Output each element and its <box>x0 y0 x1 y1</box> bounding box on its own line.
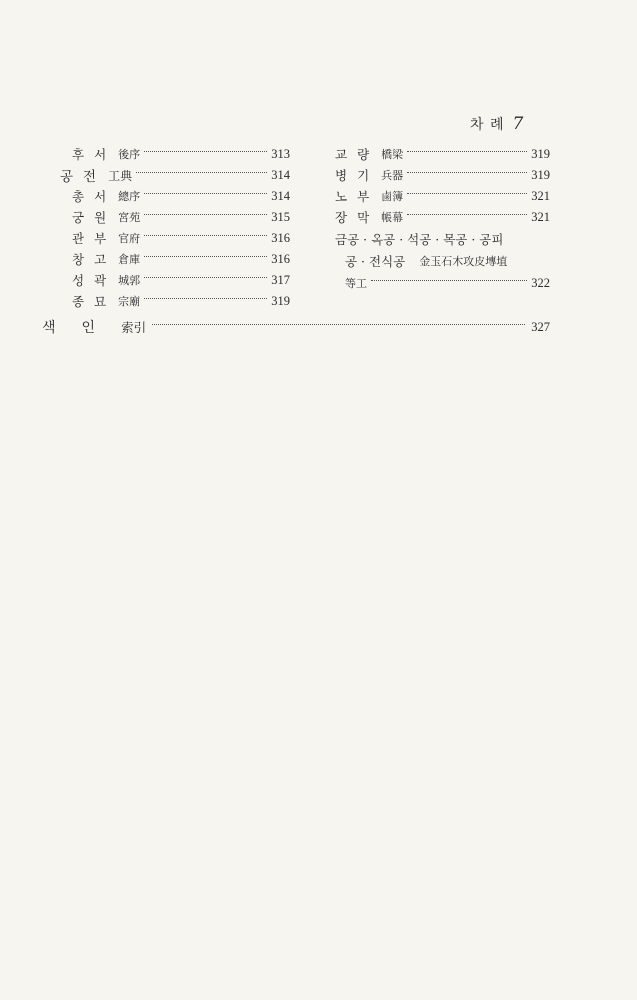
toc-entry-hanja: 橋梁 <box>381 148 404 161</box>
toc-entry-page: 315 <box>271 209 290 224</box>
toc-entry-hanja: 總序 <box>118 190 141 203</box>
toc-entry-korean: 공전 <box>60 169 107 185</box>
toc-entry-korean: 종묘 <box>72 294 117 309</box>
toc-entry-korean: 총서 <box>72 189 117 204</box>
header-page-number: 7 <box>512 114 525 134</box>
toc-entry-page: 314 <box>271 188 290 203</box>
toc-entry[interactable] <box>72 186 290 206</box>
toc-entry-page: 319 <box>271 293 290 308</box>
toc-entry-korean: 노부 <box>335 189 380 204</box>
dot-leader <box>152 324 525 325</box>
toc-entry[interactable] <box>72 144 290 164</box>
header-title: 차 례 <box>470 117 505 133</box>
toc-entry-hanja: 宮苑 <box>118 211 141 224</box>
toc-entry-page: 316 <box>271 251 290 266</box>
toc-entry-hanja: 工典 <box>108 168 133 183</box>
dot-leader <box>407 151 527 152</box>
dot-leader <box>144 298 267 299</box>
toc-entry-korean: 궁원 <box>72 210 117 225</box>
toc-entry[interactable] <box>72 249 290 269</box>
toc-entry-hanja: 城郭 <box>118 274 141 287</box>
toc-entry[interactable] <box>335 186 550 206</box>
toc-entry-korean: 병기 <box>335 168 380 183</box>
index-page: 327 <box>531 319 550 334</box>
toc-entry-korean: 장막 <box>335 210 380 225</box>
multiline-hanja-2: 金玉石木攻皮塼埴 <box>419 255 508 268</box>
toc-entry-page: 313 <box>271 146 290 161</box>
dot-leader <box>371 280 527 281</box>
toc-entry-korean: 창고 <box>72 252 117 267</box>
toc-entry-page: 319 <box>531 167 550 182</box>
multiline-second <box>335 250 550 272</box>
multiline-korean-1: 금공 · 옥공 · 석공 · 목공 · 공피 <box>335 232 504 247</box>
toc-entry[interactable] <box>72 291 290 311</box>
toc-entry-page: 314 <box>271 167 290 182</box>
dot-leader <box>136 172 267 173</box>
toc-entry-section[interactable] <box>60 165 290 185</box>
toc-entry[interactable] <box>335 165 550 185</box>
toc-entry-page: 317 <box>271 272 290 287</box>
dot-leader <box>144 235 267 236</box>
toc-entry-korean: 교량 <box>335 147 380 162</box>
toc-entry-hanja: 兵器 <box>381 169 404 182</box>
dot-leader <box>144 151 267 152</box>
dot-leader <box>407 214 527 215</box>
toc-entry-korean: 성곽 <box>72 273 117 288</box>
toc-entry[interactable] <box>72 270 290 290</box>
dot-leader <box>144 214 267 215</box>
multiline-first <box>335 228 550 250</box>
toc-entry[interactable] <box>72 207 290 227</box>
toc-entry-page: 319 <box>531 146 550 161</box>
toc-entry-hanja: 官府 <box>118 232 141 245</box>
toc-entry-page: 316 <box>271 230 290 245</box>
toc-entry[interactable] <box>335 207 550 227</box>
toc-entry[interactable] <box>72 228 290 248</box>
toc-entry-hanja: 倉庫 <box>118 253 141 266</box>
toc-entry-hanja: 帳幕 <box>381 211 404 224</box>
dot-leader <box>144 193 267 194</box>
toc-entry-multiline[interactable] <box>335 228 550 294</box>
toc-entry-page: 322 <box>531 275 550 290</box>
multiline-third <box>335 272 550 294</box>
toc-entry-korean: 관부 <box>72 231 117 246</box>
toc-entry[interactable] <box>335 144 550 164</box>
toc-entry-hanja: 後序 <box>118 148 141 161</box>
index-hanja: 索引 <box>121 320 147 335</box>
toc-entry-korean: 후서 <box>72 147 117 162</box>
dot-leader <box>144 256 267 257</box>
toc-entry-hanja: 鹵簿 <box>381 190 404 203</box>
dot-leader <box>407 172 527 173</box>
page-header <box>470 114 524 134</box>
toc-entry-page: 321 <box>531 188 550 203</box>
index-korean: 색인 <box>42 320 122 336</box>
dot-leader <box>407 193 527 194</box>
toc-entry-hanja: 宗廟 <box>118 295 141 308</box>
toc-entry-index[interactable] <box>42 316 550 338</box>
dot-leader <box>144 277 267 278</box>
multiline-korean-2: 공 · 전식공 <box>345 254 406 269</box>
multiline-hanja-3: 等工 <box>345 277 367 290</box>
toc-entry-page: 321 <box>531 209 550 224</box>
